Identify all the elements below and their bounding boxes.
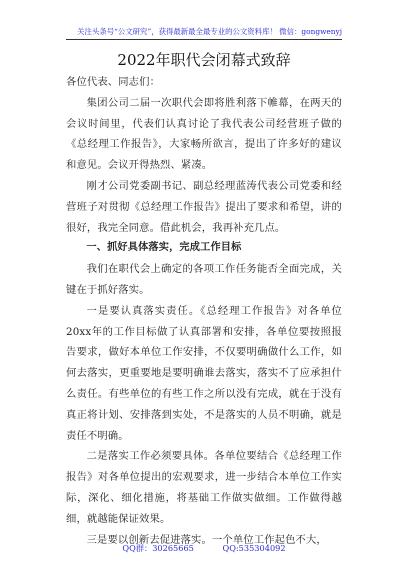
paragraph: 集团公司二届一次职代会即将胜利落下帷幕，在两天的会议时间里，代表们认真讨论了我代表公司经营班子做的《总经理工作报告》，大家畅所欲言，提出了许多好的建议和意见。会议开得热烈、紧凑。: [66, 96, 342, 172]
header-banner: 关注头条号“公文研究”，获得最新最全最专业的公文资料库！ 微信：gongwenyj: [77, 27, 342, 36]
footer-qq-group: QQ群：30265665: [122, 543, 194, 553]
salutation: 各位代表、同志们：: [66, 76, 161, 88]
paragraph: 三是要以创新去促进落实。一个单位工作起色不大，: [86, 533, 327, 546]
footer-qq: QQ:535304092: [222, 543, 286, 553]
header-divider: [66, 39, 342, 40]
section-heading: 一、抓好具体落实，完成工作目标: [86, 242, 242, 254]
document-body: [66, 72, 342, 550]
paragraph: 我们在职代会上确定的各项工作任务能否全面完成，关键在于抓好落实。: [66, 263, 342, 296]
paragraph: 一是要认真落实责任。《总经理工作报告》对各单位20xx年的工作目标做了认真部署和安排，各单位要按照报告要求，做好本单位工作安排，不仅要明确做什么工作，如何去落实，更重要地是要明确谁去落实，落实不了应承担什么责任。有些单位的有些工作之所以没有完成，就在于没有真正将计划、安排落到实处，不是落实的人员不明确，就是责任不明确。: [66, 304, 342, 442]
document-title: 2022年职代会闭幕式致辞: [117, 51, 291, 69]
paragraph: 二是落实工作必须要具体。各单位要结合《总经理工作报告》对各单位提出的宏观要求，进一步结合本单位工作实际，深化、细化措施，将基础工作做实做细。工作做得越细，就越能保证效果。: [66, 450, 342, 525]
paragraph: 刚才公司党委副书记、副总经理蓝涛代表公司党委和经营班子对贯彻《总经理工作报告》提出了要求和希望，讲的很好，我完全同意。借此机会，我再补充几点。: [66, 179, 342, 234]
footer-contact: [0, 542, 408, 554]
